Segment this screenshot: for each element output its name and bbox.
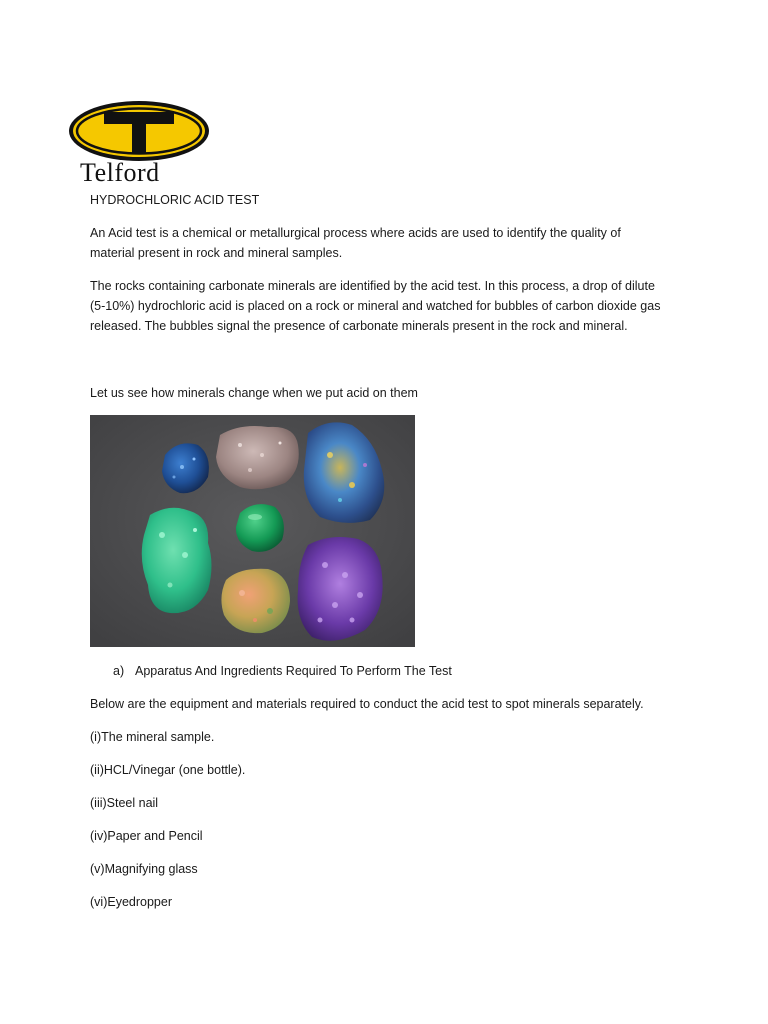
list-item: (iii)Steel nail: [90, 796, 159, 810]
list-item: (iv)Paper and Pencil: [90, 829, 203, 843]
section-heading: Apparatus And Ingredients Required To Perform The Test: [135, 664, 452, 678]
equipment-intro: Below are the equipment and materials required to conduct the acid test to spot minerals separately.: [90, 697, 644, 711]
minerals-illustration: [90, 415, 415, 647]
telford-logo-wordmark: Telford: [80, 158, 160, 187]
paragraph-1-line-1: An Acid test is a chemical or metallurgical process where acids are used to identify the quality of: [90, 226, 621, 240]
paragraph-2-line-3: released. The bubbles signal the presence of carbonate minerals present in the rock and mineral.: [90, 319, 628, 333]
paragraph-2-line-2: (5-10%) hydrochloric acid is placed on a rock or mineral and watched for bubbles of carbon dioxide gas: [90, 299, 661, 313]
document-title: HYDROCHLORIC ACID TEST: [90, 193, 260, 207]
intro-text: Let us see how minerals change when we put acid on them: [90, 386, 418, 400]
paragraph-2-line-1: The rocks containing carbonate minerals are identified by the acid test. In this process, a drop of dilute: [90, 279, 655, 293]
telford-logo: [66, 98, 214, 188]
list-item: (ii)HCL/Vinegar (one bottle).: [90, 763, 246, 777]
list-item: (i)The mineral sample.: [90, 730, 215, 744]
list-item: (v)Magnifying glass: [90, 862, 198, 876]
minerals-photo: [90, 415, 415, 647]
list-item: (vi)Eyedropper: [90, 895, 172, 909]
section-marker: a): [113, 664, 125, 678]
paragraph-1-line-2: material present in rock and mineral samples.: [90, 246, 343, 260]
